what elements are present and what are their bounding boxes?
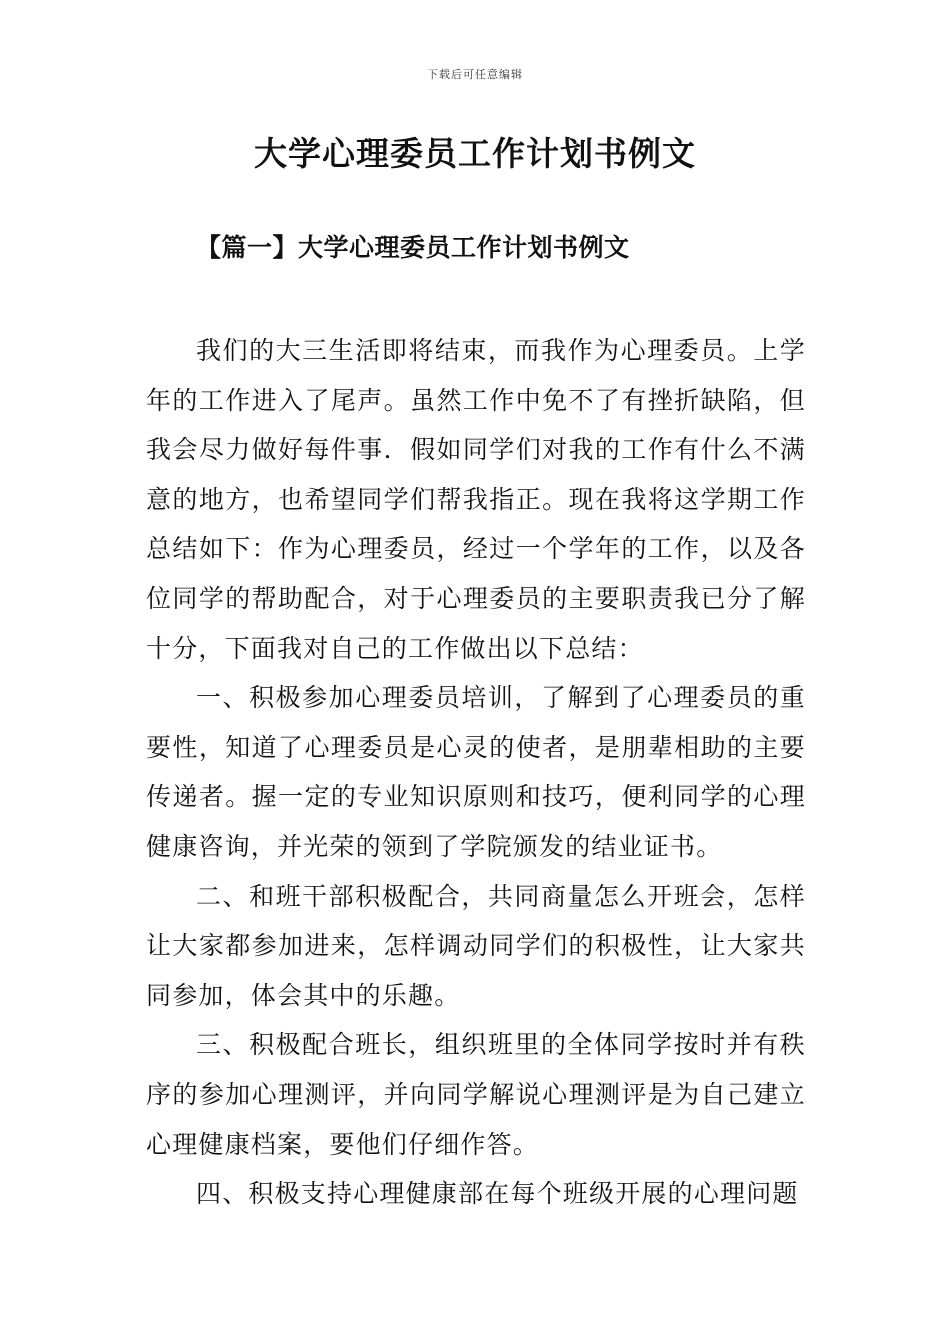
paragraph-item-4: 四、积极支持心理健康部在每个班级开展的心理问题	[196, 1179, 799, 1209]
paragraph-intro: 我们的大三生活即将结束，而我作为心理委员。上学年的工作进入了尾声。虽然工作中免不了有挫折缺陷，但我会尽力做好每件事．假如同学们对我的工作有什么不满意的地方，也希望同学们帮我指正。现在我将这学期工作总结如下：作为心理委员，经过一个学年的工作，以及各位同学的帮助配合，对于心理委员的主要职责我已分了解十分，下面我对自己的工作做出以下总结：	[146, 336, 806, 663]
paragraph-item-2: 二、和班干部积极配合，共同商量怎么开班会，怎样让大家都参加进来，怎样调动同学们的积极性，让大家共同参加，体会其中的乐趣。	[146, 881, 806, 1010]
section-heading: 【篇一】大学心理委员工作计划书例文	[196, 233, 630, 262]
document-body	[146, 326, 806, 1219]
paragraph-item-1: 一、积极参加心理委员培训，了解到了心理委员的重要性，知道了心理委员是心灵的使者，是朋辈相助的主要传递者。握一定的专业知识原则和技巧，便利同学的心理健康咨询，并光荣的领到了学院颁发的结业证书。	[146, 683, 806, 861]
header-note: 下载后可任意编辑	[427, 68, 523, 81]
document-title: 大学心理委员工作计划书例文	[254, 134, 696, 173]
paragraph-item-3: 三、积极配合班长，组织班里的全体同学按时并有秩序的参加心理测评，并向同学解说心理测评是为自己建立心理健康档案，要他们仔细作答。	[146, 1030, 806, 1159]
